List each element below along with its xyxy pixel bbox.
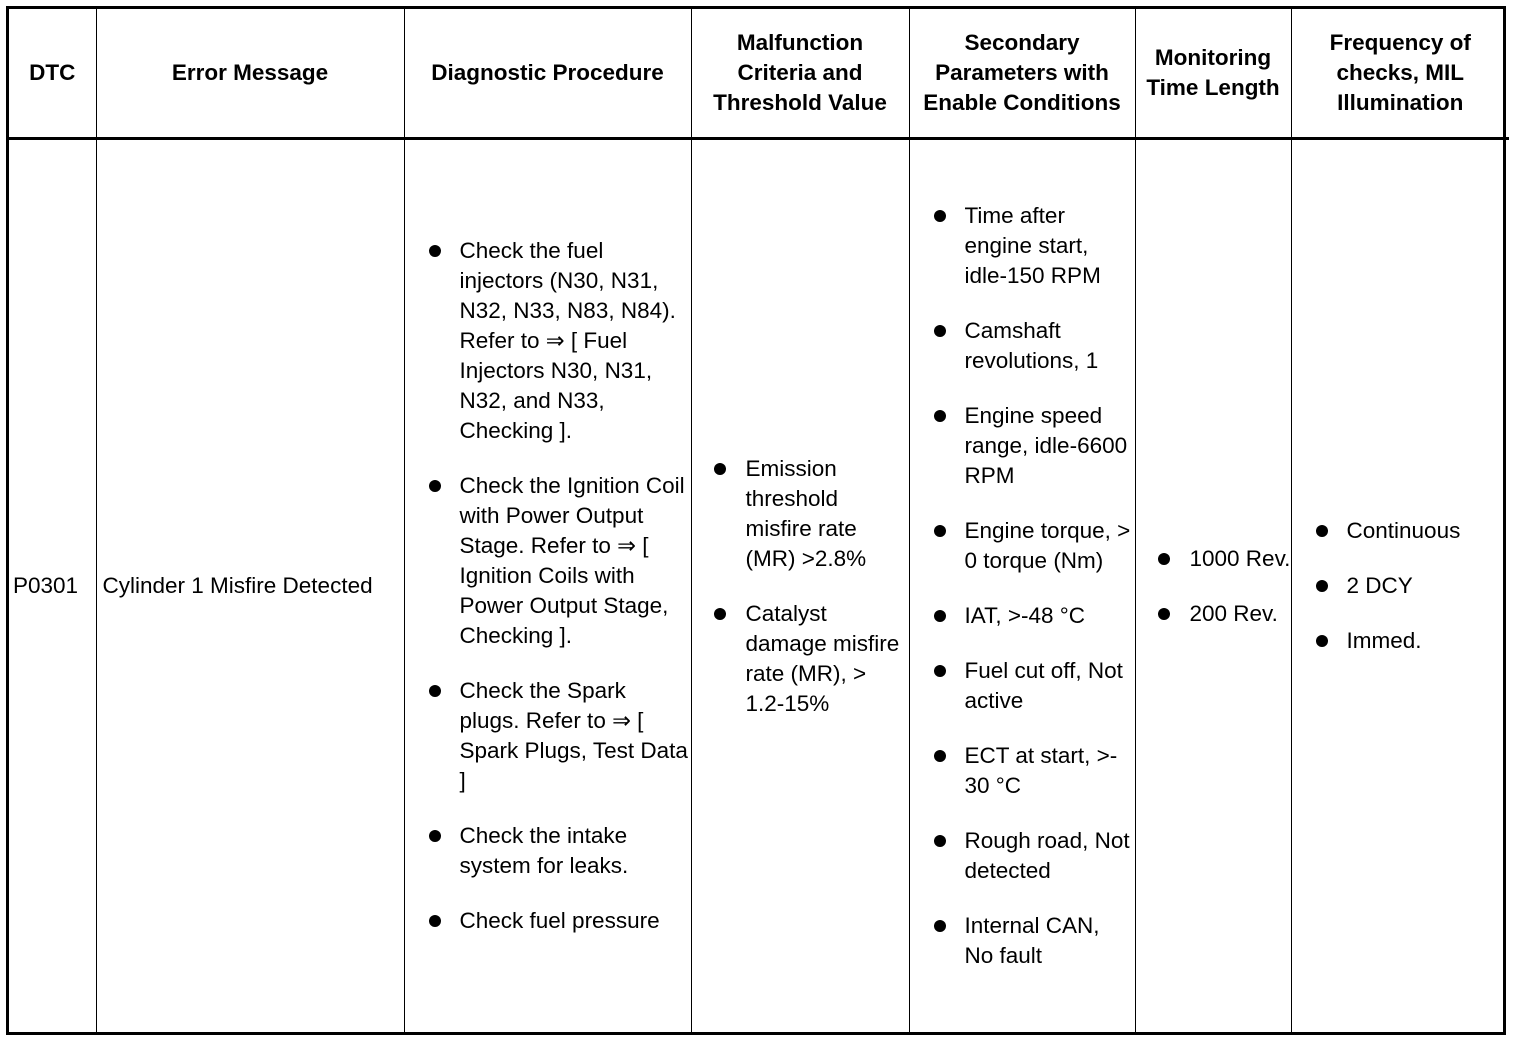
bullet-icon — [934, 920, 946, 932]
bullet-icon — [1158, 608, 1170, 620]
parameter-item: Time after engine start, idle-150 RPM — [964, 203, 1101, 288]
criteria-item: Catalyst damage misfire rate (MR), > 1.2-15% — [745, 600, 900, 716]
parameter-item: IAT, >-48 °C — [964, 603, 1085, 628]
dtc-table-container — [6, 6, 1506, 1035]
bullet-icon — [934, 750, 946, 762]
parameter-item: Camshaft revolutions, 1 — [964, 318, 1099, 373]
bullet-icon — [934, 665, 946, 677]
header-row — [9, 9, 1509, 139]
procedure-step: Check the intake system for leaks. — [459, 823, 629, 878]
bullet-icon — [934, 210, 946, 222]
criteria-item: Emission threshold misfire rate (MR) >2.8% — [745, 455, 867, 571]
cell-dtc-code: P0301 — [9, 139, 96, 1033]
frequency-list — [1292, 516, 1510, 656]
bullet-icon — [934, 525, 946, 537]
list-item — [1136, 544, 1291, 574]
parameter-item: ECT at start, >- 30 °C — [964, 743, 1118, 798]
list-item — [405, 236, 691, 446]
list-item — [910, 201, 1135, 291]
procedure-step: Check fuel pressure — [459, 908, 660, 933]
list-item — [1136, 599, 1291, 629]
list-item — [910, 741, 1135, 801]
procedure-list — [405, 236, 691, 936]
list-item — [1292, 571, 1510, 601]
cell-malfunction-criteria — [691, 139, 909, 1033]
table-row — [9, 139, 1509, 1033]
parameters-list — [910, 201, 1135, 971]
list-item — [692, 599, 909, 719]
header-frequency: Frequency of checks, MIL Illumination — [1291, 9, 1509, 139]
list-item — [405, 471, 691, 651]
list-item — [910, 911, 1135, 971]
list-item — [405, 906, 691, 936]
parameter-item: Engine speed range, idle-6600 RPM — [964, 403, 1128, 488]
cell-frequency — [1291, 139, 1509, 1033]
bullet-icon — [429, 685, 441, 697]
list-item — [1292, 626, 1510, 656]
list-item — [405, 821, 691, 881]
bullet-icon — [934, 610, 946, 622]
bullet-icon — [1316, 580, 1328, 592]
cell-monitoring-time — [1135, 139, 1291, 1033]
parameter-item: Rough road, Not detected — [964, 828, 1130, 883]
monitoring-item: 1000 Rev. — [1189, 545, 1291, 571]
list-item — [692, 454, 909, 574]
bullet-icon — [934, 410, 946, 422]
header-secondary-parameters: Secondary Parameters with Enable Conditions — [909, 9, 1135, 139]
procedure-step: Check the Spark plugs. Refer to ⇒ [ Spark Plugs, Test Data ] — [459, 678, 688, 793]
criteria-list — [692, 454, 909, 719]
cell-diagnostic-procedure — [404, 139, 691, 1033]
frequency-item: 2 DCY — [1346, 573, 1413, 598]
bullet-icon — [1316, 525, 1328, 537]
bullet-icon — [429, 480, 441, 492]
bullet-icon — [1158, 553, 1170, 565]
list-item — [405, 676, 691, 796]
bullet-icon — [934, 835, 946, 847]
frequency-item: Continuous — [1346, 518, 1461, 543]
header-monitoring-time: Monitoring Time Length — [1135, 9, 1291, 139]
parameter-item: Engine torque, > 0 torque (Nm) — [964, 518, 1131, 573]
list-item — [910, 401, 1135, 491]
parameter-item: Internal CAN, No fault — [964, 913, 1100, 968]
frequency-item: Immed. — [1346, 628, 1422, 653]
bullet-icon — [429, 245, 441, 257]
header-diagnostic-procedure: Diagnostic Procedure — [404, 9, 691, 139]
header-malfunction-criteria: Malfunction Criteria and Threshold Value — [691, 9, 909, 139]
list-item — [910, 516, 1135, 576]
bullet-icon — [714, 463, 726, 475]
bullet-icon — [714, 608, 726, 620]
list-item — [910, 826, 1135, 886]
cell-error-message: Cylinder 1 Misfire Detected — [96, 139, 404, 1033]
bullet-icon — [429, 915, 441, 927]
procedure-step: Check the Ignition Coil with Power Output Stage. Refer to ⇒ [ Ignition Coils with Power Output Stage, Checking ]. — [459, 473, 685, 648]
list-item — [910, 601, 1135, 631]
monitoring-list — [1136, 544, 1291, 629]
dtc-table — [9, 9, 1509, 1032]
bullet-icon — [1316, 635, 1328, 647]
header-error-message: Error Message — [96, 9, 404, 139]
list-item — [910, 656, 1135, 716]
parameter-item: Fuel cut off, Not active — [964, 658, 1123, 713]
list-item — [910, 316, 1135, 376]
cell-secondary-parameters — [909, 139, 1135, 1033]
bullet-icon — [429, 830, 441, 842]
monitoring-item: 200 Rev. — [1189, 600, 1278, 626]
header-dtc: DTC — [9, 9, 96, 139]
bullet-icon — [934, 325, 946, 337]
list-item — [1292, 516, 1510, 546]
procedure-step: Check the fuel injectors (N30, N31, N32, N33, N83, N84). Refer to ⇒ [ Fuel Injectors N30, N31, N32, and N33, Checking ]. — [459, 238, 676, 443]
